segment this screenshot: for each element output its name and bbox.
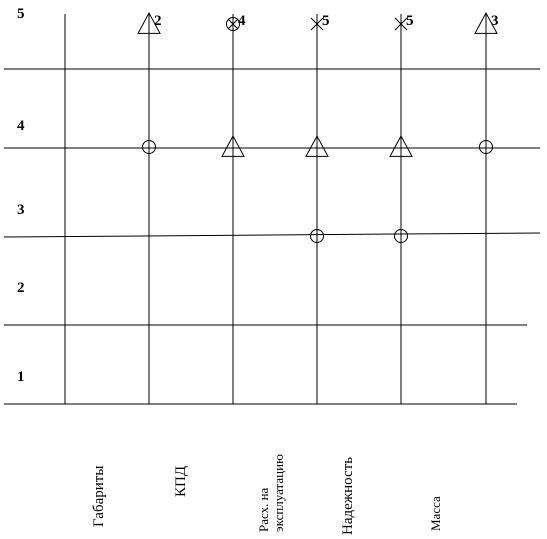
annotation-5: 3 bbox=[491, 13, 499, 29]
category-label-5 bbox=[428, 496, 443, 531]
annotation-1: 2 bbox=[154, 13, 162, 29]
x-axis-labels bbox=[91, 454, 443, 535]
y-tick-label-4: 4 bbox=[17, 118, 25, 134]
category-label-1 bbox=[91, 466, 107, 527]
y-tick-label-2: 2 bbox=[17, 280, 25, 296]
category-label-2 bbox=[173, 466, 189, 497]
y-tick-label-3: 3 bbox=[17, 202, 25, 218]
hgrid-line-3 bbox=[4, 233, 540, 237]
annotation-3: 5 bbox=[322, 13, 330, 29]
gridlines bbox=[4, 14, 540, 404]
annotation-4: 5 bbox=[406, 13, 414, 29]
annotation-2: 4 bbox=[238, 13, 246, 29]
category-label-2-line-1: КПД bbox=[173, 465, 189, 497]
y-tick-label-5: 5 bbox=[17, 6, 25, 22]
y-tick-label-1: 1 bbox=[17, 369, 25, 385]
y-axis-labels bbox=[17, 6, 25, 385]
category-label-4 bbox=[340, 457, 356, 535]
category-label-3 bbox=[256, 454, 286, 532]
category-label-3-line-1: Расх. на bbox=[256, 487, 271, 532]
category-label-5-line-1: Масса bbox=[428, 496, 443, 531]
category-label-1-line-1: Габариты bbox=[91, 465, 107, 527]
category-label-3-line-2: эксплуатацию bbox=[271, 454, 286, 532]
annotations bbox=[154, 13, 499, 29]
category-label-4-line-1: Надежность bbox=[340, 456, 356, 535]
